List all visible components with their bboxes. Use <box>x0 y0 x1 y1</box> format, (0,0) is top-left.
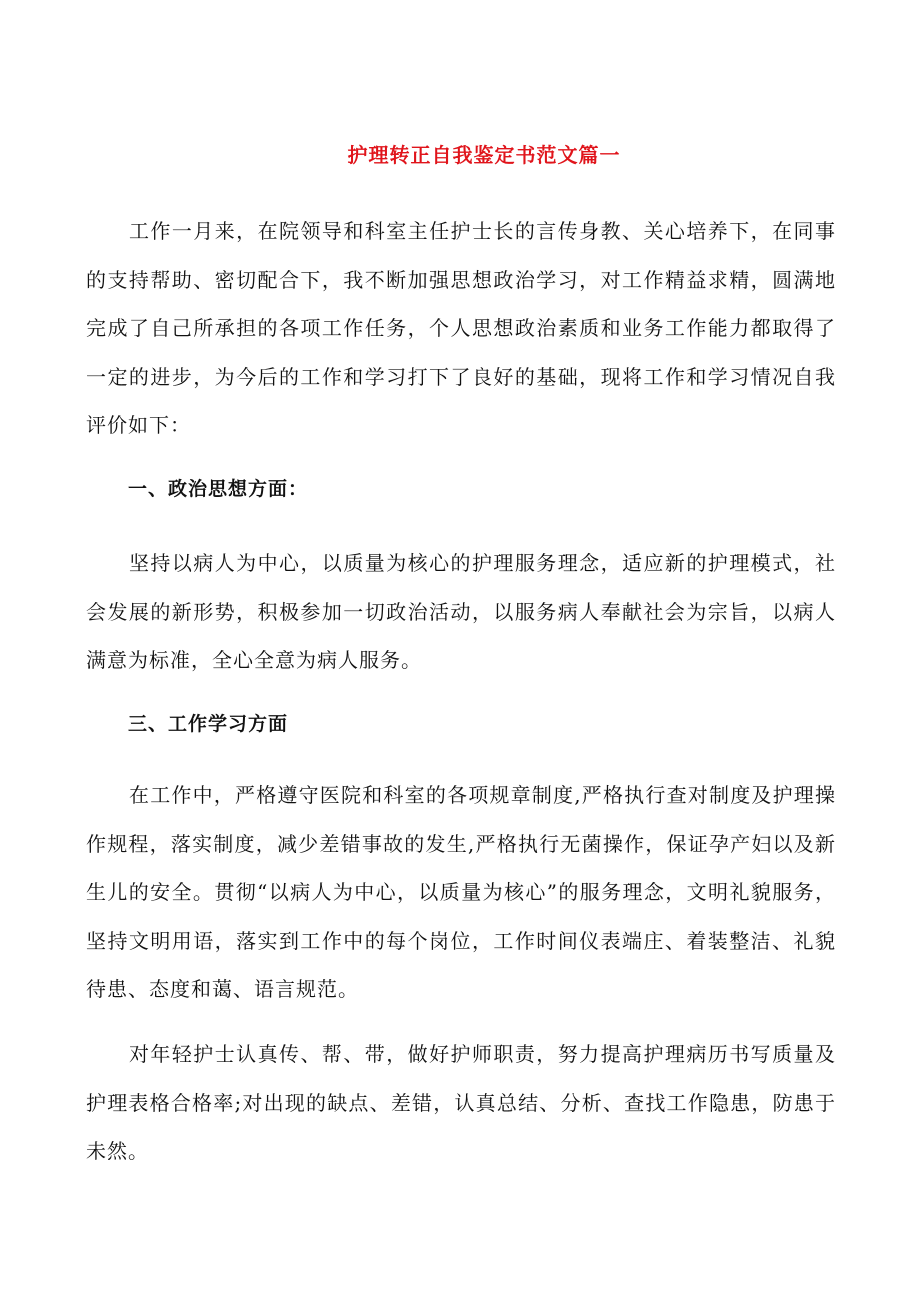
section-heading-politics: 一、政治思想方面： <box>128 478 309 500</box>
mentoring-paragraph: 对年轻护士认真传、帮、带，做好护师职责，努力提高护理病历书写质量及护理表格合格率;对出现的缺点、差错，认真总结、分析、查找工作隐患，防患于未然。 <box>86 1042 836 1163</box>
work-paragraph: 在工作中，严格遵守医院和科室的各项规章制度,严格执行查对制度及护理操作规程，落实制度，减少差错事故的发生,严格执行无菌操作，保证孕产妇以及新生儿的安全。贯彻“以病人为中心，以质量为核心”的服务理念，文明礼貌服务，坚持文明用语，落实到工作中的每个岗位，工作时间仪表端庄、着装整洁、礼貌待患、态度和蔼、语言规范。 <box>86 783 836 1001</box>
politics-paragraph: 坚持以病人为中心，以质量为核心的护理服务理念，适应新的护理模式，社会发展的新形势，积极参加一切政治活动，以服务病人奉献社会为宗旨，以病人满意为标准，全心全意为病人服务。 <box>86 551 836 672</box>
document-title: 护理转正自我鉴定书范文篇一 <box>347 143 621 167</box>
intro-paragraph: 工作一月来，在院领导和科室主任护士长的言传身教、关心培养下，在同事的支持帮助、密切配合下，我不断加强思想政治学习，对工作精益求精，圆满地完成了自己所承担的各项工作任务，个人思想政治素质和业务工作能力都取得了一定的进步，为今后的工作和学习打下了良好的基础，现将工作和学习情况自我评价如下： <box>86 219 836 437</box>
section-heading-work-study: 三、工作学习方面 <box>128 713 289 735</box>
